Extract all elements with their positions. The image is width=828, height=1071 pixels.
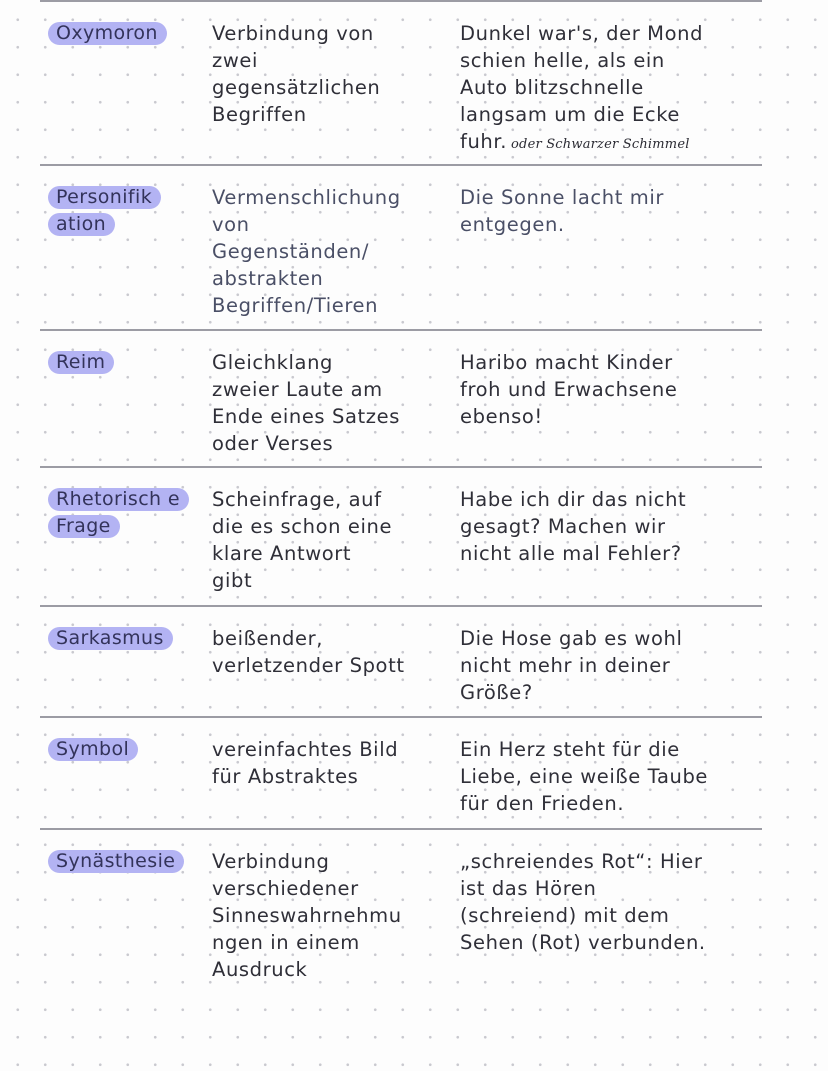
term-label bbox=[48, 625, 198, 652]
term-label bbox=[48, 736, 198, 763]
example-text: Haribo macht Kinder froh und Erwachsene ebenso! bbox=[460, 351, 678, 428]
example-text: Die Sonne lacht mir entgegen. bbox=[460, 186, 664, 236]
table-row-oxymoron bbox=[40, 2, 762, 166]
term-highlight: Sarkasmus bbox=[48, 627, 173, 650]
definition-text: Verbindung von zwei gegensätzlichen Begriffen bbox=[212, 22, 381, 126]
term-label bbox=[48, 184, 188, 238]
definition-text: Verbindung verschiedener Sinneswahrnehmu ngen in einem Ausdruck bbox=[212, 850, 402, 981]
term-highlight: Rhetorisch e Frage bbox=[48, 488, 189, 538]
example-text: Dunkel war's, der Mond schien helle, als ein Auto blitzschnelle langsam um die Ecke fuhr. bbox=[460, 22, 704, 153]
table-row-personifikation bbox=[40, 166, 762, 331]
term-label bbox=[48, 848, 198, 875]
example-text: Die Hose gab es wohl nicht mehr in deiner Größe? bbox=[460, 627, 683, 704]
term-label bbox=[48, 349, 198, 376]
term-label bbox=[48, 486, 184, 540]
definition-text: Vermenschlichung von Gegenständen/ abstrakten Begriffen/Tieren bbox=[212, 186, 401, 317]
term-highlight: Reim bbox=[48, 351, 114, 374]
definition-text: beißender, verletzender Spott bbox=[212, 627, 405, 677]
term-highlight: Oxymoron bbox=[48, 22, 167, 45]
table-row-sarkasmus bbox=[40, 607, 762, 718]
table-row-symbol bbox=[40, 718, 762, 830]
example-text: Ein Herz steht für die Liebe, eine weiße Taube für den Frieden. bbox=[460, 738, 709, 815]
table-row-reim bbox=[40, 331, 762, 468]
definition-text: vereinfachtes Bild für Abstraktes bbox=[212, 738, 399, 788]
term-highlight: Personifik ation bbox=[48, 186, 161, 236]
term-label bbox=[48, 20, 198, 47]
example-handwritten-note: oder Schwarzer Schimmel bbox=[511, 137, 690, 152]
term-highlight: Synästhesie bbox=[48, 850, 184, 873]
term-highlight: Symbol bbox=[48, 738, 138, 761]
example-text: „schreiendes Rot“: Hier ist das Hören (schreiend) mit dem Sehen (Rot) verbunden. bbox=[460, 850, 706, 954]
table-row-rhetorische-frage bbox=[40, 468, 762, 607]
table-row-synaesthesie bbox=[40, 830, 762, 1000]
definition-text: Gleichklang zweier Laute am Ende eines Satzes oder Verses bbox=[212, 351, 400, 455]
example-text: Habe ich dir das nicht gesagt? Machen wir nicht alle mal Fehler? bbox=[460, 488, 687, 565]
example-cell bbox=[460, 20, 760, 158]
definition-text: Scheinfrage, auf die es schon eine klare Antwort gibt bbox=[212, 488, 393, 592]
